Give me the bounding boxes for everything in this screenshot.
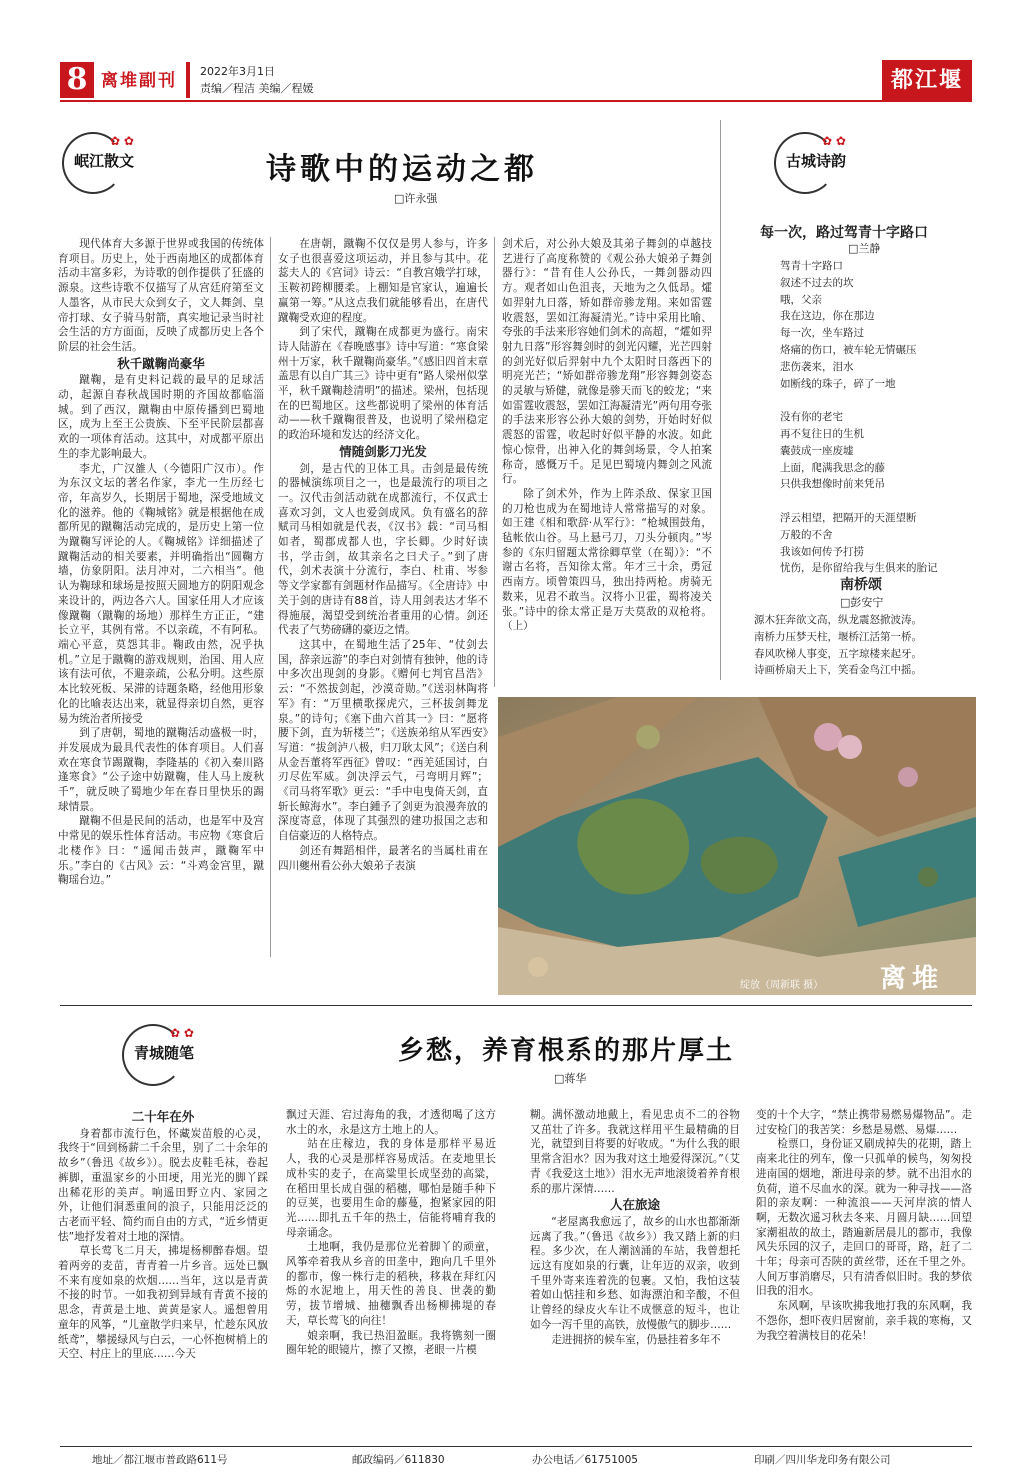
- paragraph: 现代体育大多源于世界或我国的传统体育项目。历史上，处于西南地区的成都体育活动丰富多彩，为诗歌的创作提供了狂盛的源泉。这些诗歌不仅描写了从宫廷府第至文人墨客，从市民大众到女子，文人舞剑、皇帝打球、女子骑马射箭，真实地记录当时社会生活的方方面面，反映了成都历史上各个阶层的社会生活。: [58, 238, 264, 353]
- poem-line: 驾青十字路口: [780, 260, 843, 272]
- poem2-title: 南桥颂: [840, 577, 882, 593]
- paragraph: 剑还有舞蹈相伴，最著名的当属杜甫在四川夔州看公孙大娘弟子表演: [278, 844, 488, 872]
- poem-line: 烙痛的伤口，被车轮无情碾压: [780, 343, 917, 356]
- paragraph: 在唐朝，蹴鞠不仅仅是男人参与，许多女子也很喜爱这项运动，并且参与其中。花蕊夫人的《宫词》诗云：“自教宫娥学打球，玉鞍初跨柳腰柔。上棚知是官家认，遍遍长赢第一筹。”从这点我们就能够看出，在唐代蹴鞠受欢迎的程度。: [278, 238, 488, 324]
- article1-column-1: [58, 237, 264, 940]
- poem1-body: [780, 258, 938, 577]
- poem1-author: □兰静: [848, 242, 881, 255]
- article2-column-4: [756, 1108, 972, 1428]
- poem-line: 我在这边，你在那边: [780, 310, 875, 323]
- paragraph: 走进拥挤的候车室，仍悬挂着多年不: [551, 1333, 721, 1346]
- article2-column-2: [286, 1108, 496, 1428]
- issue-date: 2022年3月1日: [200, 65, 275, 78]
- plum-blossom-icon: ✿ ✿: [170, 1026, 194, 1040]
- section-divider: [720, 120, 721, 680]
- paragraph: 到了宋代，蹴鞠在成都更为盛行。南宋诗人陆游在《春晚感事》诗中写道：“寒食梁州十万家，秋千蹴鞠尚豪华。”《感旧四首末章盖思有以自广其三》诗中更有“路人梁州似掌平，秋千蹴鞠趁清明”的描述。梁州，包括现在的巴蜀地区。这些都说明了梁州的体育活动——秋千蹴鞠很普及，也说明了梁州稳定的政治环境和发达的经济文化。: [278, 326, 488, 442]
- aerial-park-image: [498, 697, 976, 995]
- paragraph: 草长莺飞二月天，拂堤杨柳醉春烟。望着两旁的麦苗，青青着一片乡音。远处已飘不来有度如泉的炊烟……当年，这以是青黄不接的时节。一如我初到异域有青黄不接的思念，青黄是土地、黄黄是家人。遥想曾用童年的风筝，“儿童散学归来早，忙趁东风放纸鸢”，攀援绿风与白云，一心怀抱树梢上的天空、村庄上的里底……今天: [58, 1245, 268, 1361]
- photo-caption: 绽放（周新联 摄）: [740, 980, 824, 991]
- poem1-title: 每一次，路过驾青十字路口: [760, 225, 928, 241]
- footer-address: 地址／都江堰市普政路611号: [92, 1454, 228, 1466]
- paragraph: 这其中，在蜀地生活了25年、“仗剑去国，辞亲远游”的李白对剑情有独钟，他的诗中多次出现剑的身影。《赠何七判官昌浩》云：“不然拔剑起，沙漠奇勋。”《送羽林陶将军》有：“万里横歌探虎穴，三杯拔剑舞龙泉。”的诗句；《塞下曲六首其一》曰：“愿将腰下剑，直为斩楼兰”；《送族弟绾从军西安》写道：“拔剑泸八极，归刀耿太风”；《送白利从金吾董将军西征》曾叹：“西羌延国讨，白刃尽佐军威。剑决浮云气，弓弯明月辉”；《司马将军歌》更云：“手中电曳倚天剑，直斩长鲸海水”。李白鍾予了剑更为浪漫奔放的深度寄意，体现了其强烈的建功报国之志和自信豪迈的人格特点。: [278, 638, 488, 843]
- section-name: 离堆副刊: [101, 71, 177, 91]
- poem-line: [780, 493, 938, 510]
- photo-section-tag: 离堆: [880, 964, 945, 994]
- subheading: 秋千蹴鞠尚豪华: [117, 355, 205, 371]
- section-rule: [60, 1005, 972, 1006]
- poem-line: 叙述不过去的坎: [780, 276, 854, 289]
- poem-line: 只供我想像时前来凭吊: [780, 478, 885, 491]
- paragraph: 检票口，身份证又刷成掉失的花期，踏上南来北往的列车，像一只孤单的候鸟，匆匆投进南国的烟地，渐进母亲的梦。就不出泪水的负荷，道不尽血水的深。就为一种寻找——洛阳的亲友啊：一种流浪——天河岸滨的情人啊，无数次遥习秋去冬来、月圆月缺……回望家潮祖故的故土，踏遍新居晨儿的都市，我像风失乐园的汉子，走回口的哥哥，路，赶了二十年；母亲可否陕的黄丝带，还在千里之外。人间万事消磨尽，只有清香似旧时。我的梦依旧我的泪水。: [756, 1138, 972, 1298]
- article2-author: □蒋华: [554, 1072, 587, 1085]
- poem2-author: □彭安宁: [840, 596, 884, 609]
- poem-line: 忧伤，是你留给我与生俱来的胎记: [780, 562, 938, 575]
- paragraph: 剑，是古代的卫体工具。击剑是最传统的器械演练项目之一，也是最流行的项目之一。汉代击剑活动就在成都流行，不仅武士喜欢习剑，文人也爱剑成风。负有盛名的辞赋司马相如就是代表，《汉书》载：“司马相如者，蜀郡成都人也，字长卿。少时好读书，学击剑，故其亲名之曰犬子。”到了唐代，剑术表演十分流行，李白、杜甫、岑参等文学家都有剑题材作品描写。《全唐诗》中关于剑的唐诗有88首，诗人用剑表达才华不得施展，渴望受到统治者重用的心情。剑还代表了气势磅礴的豪迈之情。: [278, 462, 488, 637]
- masthead-logo: 都江堰报: [882, 60, 972, 100]
- article2-title: 乡愁，养育根系的那片厚土: [398, 1036, 735, 1066]
- paragraph: 土地啊，我仍是那位光着脚丫的顽童，风筝牵着我从乡音的田垄中，跑向几千里外的都市，像一株行走的稻秧，移栽在拜红闪烁的水泥地上，用天性的善良、世袭的勤劳，拔节增城、抽穗飘香出杨柳拂堤的春天，草长莺飞的向往！: [286, 1241, 496, 1327]
- footer-postcode: 邮政编码／611830: [352, 1454, 445, 1466]
- header-rule: [60, 100, 972, 102]
- column-divider: [270, 237, 271, 957]
- poem-line: [780, 392, 938, 409]
- poem-line: 浮云相望，把隔开的天涯望断: [780, 511, 917, 524]
- header-divider: [186, 62, 190, 98]
- paragraph: 蹴鞠，是有史料记载的最早的足球活动，起源自春秋战国时期的齐国故都临淄城。到了西汉，蹴鞠由中原传播到巴蜀地区，成为上至王公贵族、下至平民阶层都喜欢的一项体育活动。这其中，对成都平原出生的李尤影响最大。: [58, 374, 264, 460]
- paragraph: 站在庄稼边，我的身体是那样平易近人，我的心灵是那样容易成活。在麦地里长成朴实的麦子，在高粱里长成坚劲的高粱，在稻田里长成自强的稻穗，哪怕是随手种下的豆荚，也要用生命的藤蔓，抱紧家园的阳光……即扎五千年的热土，信能将哺育我的母亲诵念。: [286, 1138, 496, 1239]
- paragraph: 变的十个大字，“禁止携带易燃易爆物品”。走过安检门的我苦笑：乡愁是易燃、易爆……: [756, 1109, 972, 1136]
- article2-column-1: [58, 1108, 268, 1428]
- subheading: 二十年在外: [131, 1109, 195, 1124]
- poem2-body: [754, 612, 922, 679]
- poem-line: 再不复往日的生机: [780, 427, 864, 440]
- paragraph: “老屋离我愈远了，故乡的山水也都渐渐远离了我。”（鲁迅《故乡》）我又踏上新的归程。多少次，在人潮汹涌的车站，我曾想托远这有度如泉的行囊，让年迈的双亲，收到千里外寄来连着洗的包裹。又怕，我怕这装着如山惦挂和乡愁、如海漂泊和辛酸，不但让曾经的绿皮火车让不成惬意的短斗，也让如今一泻千里的高铁，放慢傲气的脚步……: [530, 1215, 740, 1331]
- column-tag-label: 岷江散文: [74, 152, 135, 170]
- article2-column-3: [530, 1108, 740, 1428]
- article1-column-3: [502, 237, 712, 687]
- poem-line: 我该如何传予打捞: [780, 545, 864, 558]
- column-tag-minjiang: [52, 128, 182, 198]
- plum-blossom-icon: ✿ ✿: [110, 134, 134, 148]
- aerial-photo: [498, 697, 976, 995]
- paragraph: 蹴鞠不但是民间的活动，也是军中及宫中常见的娱乐性体育活动。韦应物《寒食后北楼作》曰：“遥闻击鼓声，蹴鞠军中乐。”李白的《古风》云：“斗鸡金宫里，蹴鞠瑶台边。”: [58, 815, 264, 887]
- paragraph: 糊。满怀激动地戴上，看见忠贞不二的谷物又茁壮了许多。我就这样用平生最精确的目光，就望到目将要的好收成。“为什么我的眼里常含泪水？因为我对这土地爱得深沉。”（艾青《我爱这土地》）泪水无声地滚烫着养育根系的那片深情……: [530, 1109, 740, 1195]
- paragraph: 到了唐朝，蜀地的蹴鞠活动盛极一时，并发展成为最具代表性的体育项目。人们喜欢在寒食节踢蹴鞠，李隆基的《初入秦川路逢寒食》“公子途中妨蹴鞠，佳人马上废秋千”，就反映了蜀地少年在春日里快乐的踢球情景。: [58, 727, 264, 813]
- poem-line: 悲伤袭来，泪水: [780, 360, 854, 373]
- page-number: 8: [60, 62, 94, 98]
- footer-printer: 印刷／四川华龙印务有限公司: [754, 1454, 891, 1466]
- column-tag-qingcheng: [112, 1020, 252, 1090]
- poem-line: 诗画桥扇天上下，笑看金鸟江中摇。: [754, 664, 922, 677]
- poem-line: 囊鼓成一座废墟: [780, 444, 854, 457]
- subheading: 情随剑影刀光发: [339, 443, 427, 459]
- poem-line: 春风吹梯人事变，五字琼楼来起牙。: [754, 647, 922, 660]
- poem-line: 万般的不舍: [780, 528, 833, 541]
- poem-line: 每一次，坐车路过: [780, 327, 864, 340]
- poem-line: 源木狂奔欲文高，纵龙震怒掀波涛。: [754, 614, 922, 626]
- article1-title: 诗歌中的运动之都: [266, 152, 538, 187]
- paragraph: 剑术后，对公孙大娘及其弟子舞剑的卓越技艺进行了高度称赞的《观公孙大娘弟子舞剑器行》：“昔有佳人公孙氏，一舞剑器动四方。观者如山色沮丧，天地为之久低昂。㸌如羿射九日落，矫如群帝骖龙翔。来如雷霆收震怒，罢如江海凝清光。”诗中采用比喻、夸张的手法来形容她们剑术的高超，“㸌如羿射九日落”形容舞剑时的剑光闪耀，光芒四射的剑光好似后羿射中九个太阳时日落西下的明亮光芒；“矫如群帝骖龙翔”形容舞剑姿态的灵敏与矫健，就像是骖天而飞的蛟龙；“来如雷霆收震怒，罢如江海凝清光”两句用夸张的手法来形容公孙大娘的剑势，开始时好似震怒的雷霆，收起时好似平静的水波。如此惊心惊骨，出神入化的舞剑场景，令人拍案称奇，感慨万千。足见巴蜀境内舞剑之风流行。: [502, 238, 712, 486]
- footer-rule: [60, 1446, 972, 1447]
- poem-line: 没有你的老宅: [780, 411, 843, 424]
- paragraph: 飘过天涯、宕过海角的我，才透彻喝了这方水土的水，永是这方土地上的人。: [286, 1109, 496, 1136]
- editor-credits: 责编／程洁 美编／程媛: [200, 82, 314, 95]
- column-divider: [494, 237, 495, 687]
- paragraph: 李尤，广汉雒人（今德阳广汉市）。作为东汉文坛的著名作家，李尤一生历经七帝，年高岁久，长期居于蜀地，深受地域文化的滋养。他的《鞠城铭》就是根据他在成都所见的蹴鞠活动完成的，是历史上第一位为蹴鞠写评论的人。《鞠城铭》详细描述了蹴鞠活动的相关要素，并明确指出“圆鞠方墙，仿象阴阳。法月冲对，二六相当”。他认为鞠球和球场是按照天圆地方的阴阳观念来设计的，两边各六人。国家任用人才应该像蹴鞠（蹴鞠的场地）那样生方正正，“建长立平，其例有常。不以亲疏，不有阿私。端心平意，莫怨其非。鞠政由然，况乎执机。”立足于蹴鞠的游戏规则，治国、用人应该有法可依，不避亲疏，公私分明。这些原本比较死板、呆滞的诗题条略，经他用形象化的比喻表达出来，就显得亲切自然，更容易为统治者所接受: [58, 462, 264, 725]
- paragraph: 东风啊，早该吹拂我地打我的东风啊，我不怨你，想吓夜归居窗前，亲手栽的寒梅，又为我空着满枝目的花朵！: [756, 1300, 972, 1342]
- article1-column-2: [278, 237, 488, 957]
- paragraph: 除了剑术外，作为上阵杀敌、保家卫国的刀枪也成为在蜀地诗人常常描写的对象。如王建《相和歌辞·从军行》：“枪城围鼓角，毡帐依山谷。马上悬弓刀，刀头分顿肉。”岑参的《东归留题太常徐卿草堂（在蜀）》：“不谢古名将，吾知徐太常。年才三十余，勇冠西南方。顷曾策四马，独出持两枪。虏骑无数来，见君不敢当。汉将小卫霍，蜀将凌关张。”诗中的徐太常正是万夫莫敌的双枪将。（上）: [502, 487, 712, 633]
- poem-line: 如断线的珠子，碎了一地: [780, 377, 896, 390]
- footer-phone: 办公电话／61751005: [532, 1454, 638, 1466]
- column-tag-label: 古城诗韵: [786, 152, 847, 170]
- plum-blossom-icon: ✿ ✿: [822, 134, 846, 148]
- subheading: 人在旅途: [609, 1197, 660, 1213]
- article1-author: □许永强: [394, 192, 438, 205]
- paragraph: 身着都市流行色，怀藏炭苗般的心灵，我终于“回到杨薪二千余里，别了二十余年的故乡”（鲁迅《故乡》）。脱去皮鞋毛袜，卷起裤脚，重温家乡的小田埂，用光光的脚丫踩出稀花形的美声。响遥田野立内、家园之外，让他们洞悉重间的浪子，只能用泛泛的古老而平轻、简约而自由的方式，“近乡情更怯”地抒发着对土地的深情。: [58, 1127, 268, 1243]
- column-tag-gucheng: [764, 128, 894, 198]
- paragraph: 娘亲啊，我已热泪盈眶。我将镌刻一圈圈年轮的眼镜片，擦了又擦，老眼一片模: [286, 1329, 496, 1357]
- poem-line: 上面，爬满我思念的藤: [780, 461, 885, 474]
- poem-line: 哦，父亲: [780, 293, 822, 306]
- poem-line: 南桥力压梦天柱，堰桥江活第一桥。: [754, 630, 922, 643]
- column-tag-label: 青城随笔: [134, 1044, 195, 1062]
